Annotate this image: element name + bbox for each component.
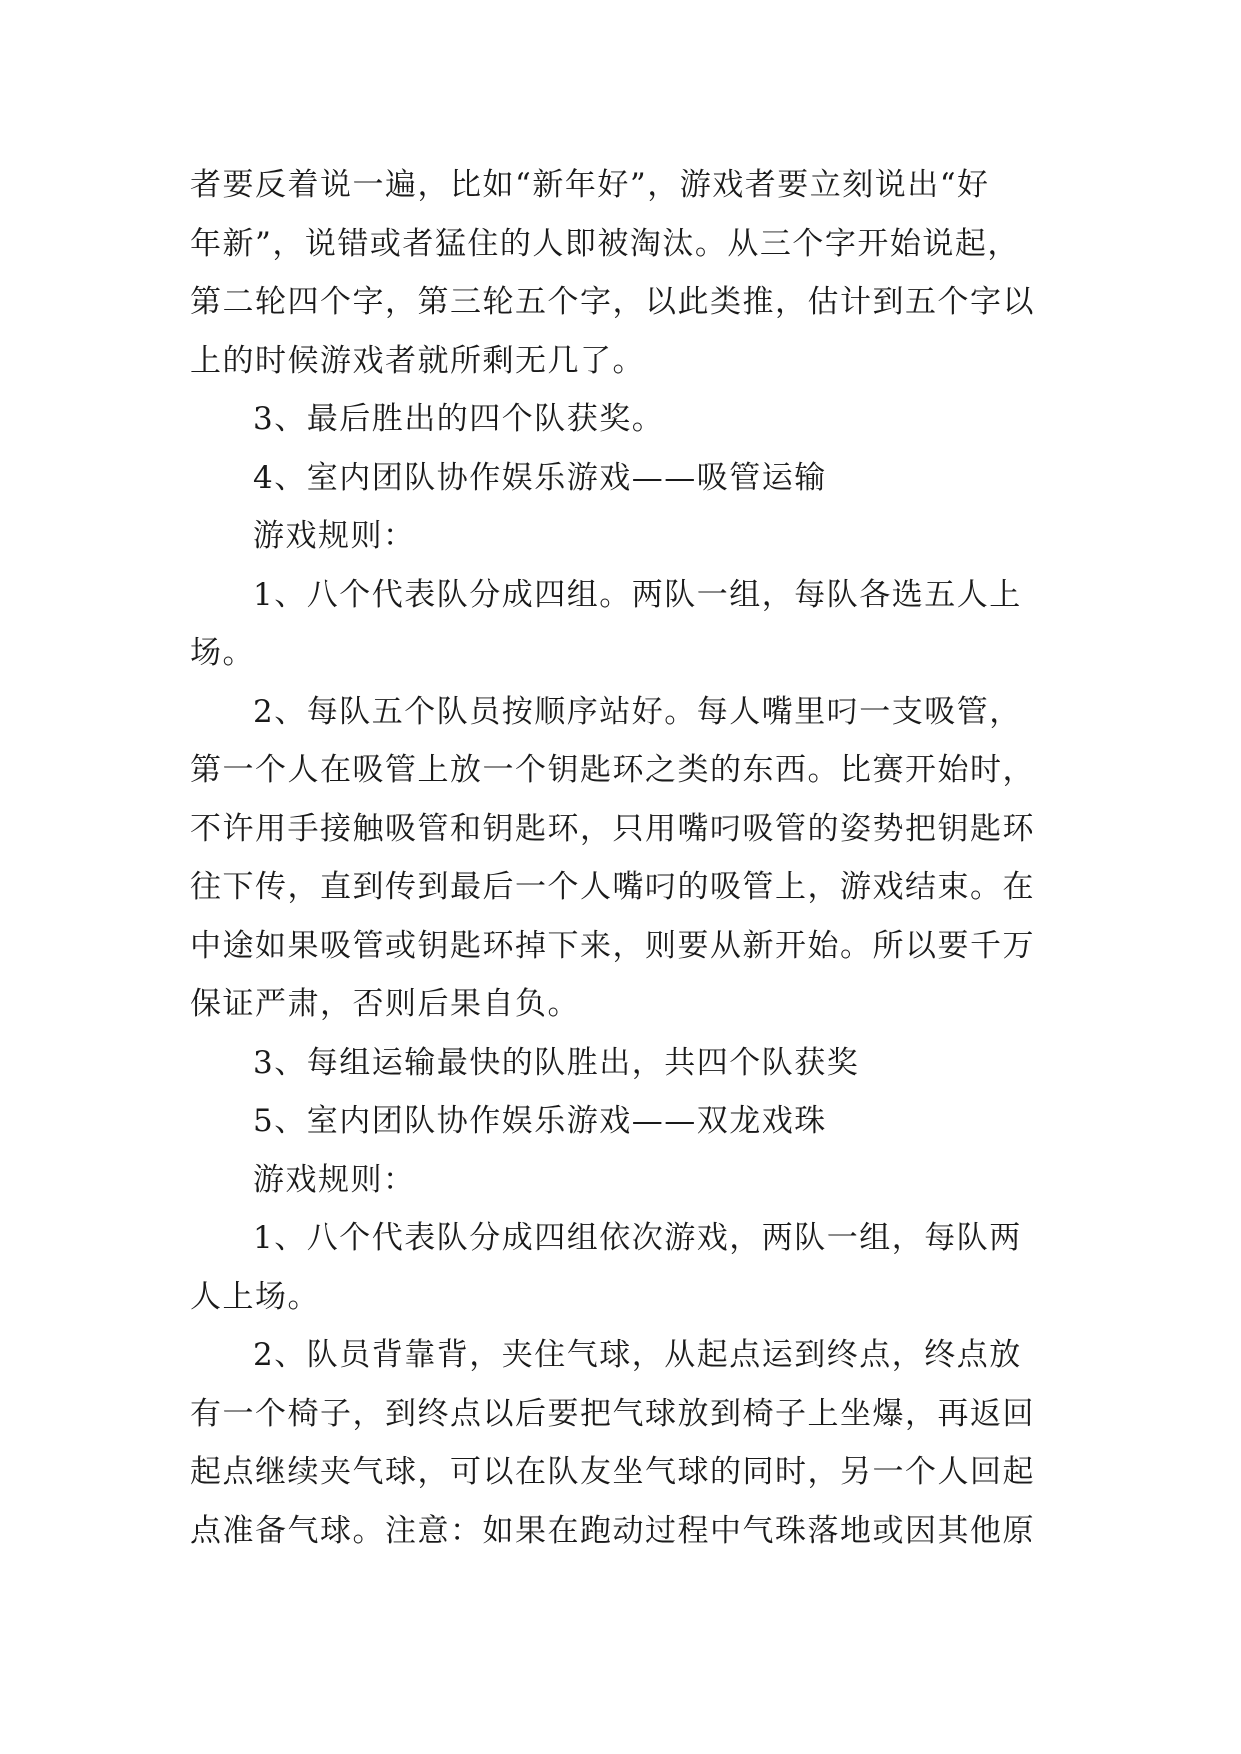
text-line: 上的时候游戏者就所剩无几了。 (190, 342, 645, 379)
text-line: 不许用手接触吸管和钥匙环，只用嘴叼吸管的姿势把钥匙环 (190, 810, 1035, 847)
text-line: 3、每组运输最快的队胜出，共四个队获奖 (253, 1044, 860, 1081)
text-line: 5、室内团队协作娱乐游戏——双龙戏珠 (253, 1103, 827, 1139)
document-body (190, 156, 1052, 1560)
text-line: 年新”，说错或者猛住的人即被淘汰。从三个字开始说起， (190, 225, 1020, 262)
text-line: 第一个人在吸管上放一个钥匙环之类的东西。比赛开始时， (190, 752, 1035, 788)
text-line: 者要反着说一遍，比如“新年好”，游戏者要立刻说出“好 (190, 167, 990, 203)
text-line: 游戏规则： (253, 1161, 416, 1198)
text-line: 1、八个代表队分成四组。两队一组，每队各选五人上 (253, 576, 1022, 613)
text-line: 第二轮四个字，第三轮五个字，以此类推，估计到五个字以 (190, 284, 1035, 320)
text-line: 往下传，直到传到最后一个人嘴叼的吸管上，游戏结束。在 (190, 869, 1035, 905)
text-line: 3、最后胜出的四个队获奖。 (253, 401, 665, 437)
text-line: 场。 (190, 635, 255, 671)
text-line: 保证严肃，否则后果自负。 (190, 986, 580, 1022)
text-line: 人上场。 (190, 1278, 320, 1315)
text-line: 2、每队五个队员按顺序站好。每人嘴里叼一支吸管， (253, 693, 1022, 730)
text-line: 2、队员背靠背，夹住气球，从起点运到终点，终点放 (253, 1337, 1022, 1373)
text-line: 起点继续夹气球，可以在队友坐气球的同时，另一个人回起 (190, 1454, 1035, 1490)
text-line: 游戏规则： (253, 518, 416, 554)
text-line: 有一个椅子，到终点以后要把气球放到椅子上坐爆，再返回 (190, 1395, 1035, 1432)
text-line: 1、八个代表队分成四组依次游戏，两队一组，每队两 (253, 1220, 1022, 1256)
text-line: 点准备气球。注意：如果在跑动过程中气珠落地或因其他原 (190, 1512, 1035, 1549)
text-line: 4、室内团队协作娱乐游戏——吸管运输 (253, 459, 827, 496)
text-line: 中途如果吸管或钥匙环掉下来，则要从新开始。所以要千万 (190, 927, 1035, 964)
